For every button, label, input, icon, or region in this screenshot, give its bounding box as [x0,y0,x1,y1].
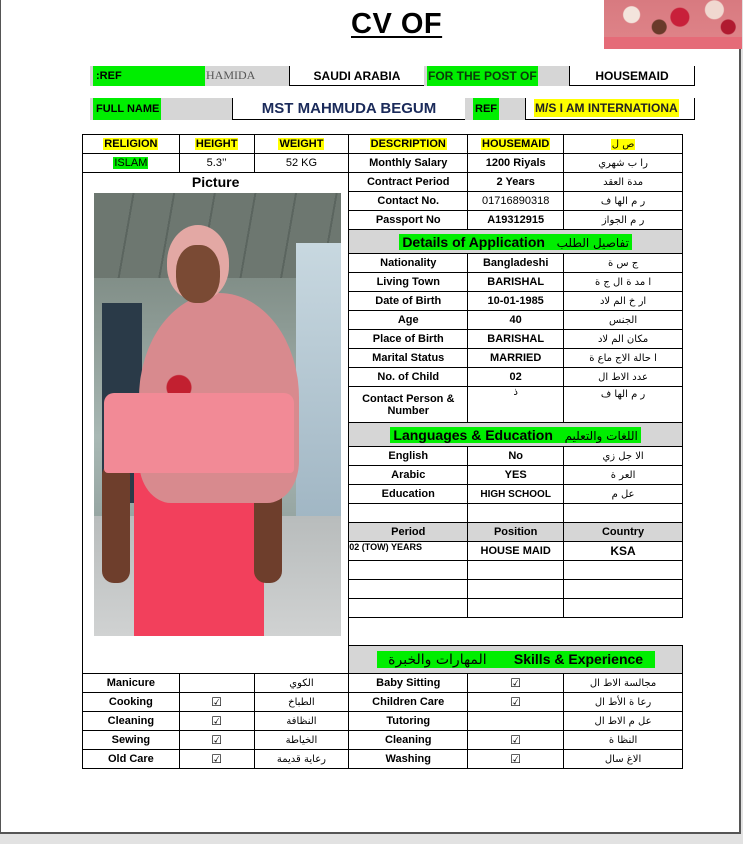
skill-arabic: رعا ة الأط ال [564,693,683,712]
fullname-cell [90,98,232,120]
skill-label: Sewing [83,731,180,750]
contract-label: Contract Period [349,173,468,192]
dob-arabic: ار خ الم لاد [564,292,683,311]
arabic-arabic: العر ة [564,466,683,485]
contract-value: 2 Years [468,173,564,192]
english-value: No [468,447,564,466]
position-header: Position [468,523,564,542]
experience-period [349,561,468,580]
skill-checkbox[interactable]: ☑ [468,674,564,693]
language-empty-value [468,504,564,523]
salary-label: Monthly Salary [349,154,468,173]
skill-checkbox[interactable]: ☑ [468,731,564,750]
skill-label: Washing [349,750,468,769]
height-value: 5.3’’ [179,154,254,173]
post-label: FOR THE POST OF [427,66,538,86]
education-label: Education [349,485,468,504]
experience-period [349,580,468,599]
arabic-header: ص ل [564,135,683,154]
children-arabic: عدد الاط ال [564,368,683,387]
language-empty-label [349,504,468,523]
skill-checkbox[interactable]: ☑ [179,693,254,712]
skill-checkbox[interactable] [468,712,564,731]
birthplace-value: BARISHAL [468,330,564,349]
marital-label: Marital Status [349,349,468,368]
country-header: Country [564,523,683,542]
living-town-arabic: ا مد ة ال ج ة [564,273,683,292]
agency-label: REF [473,98,499,120]
country-value: SAUDI ARABIA [289,66,424,86]
experience-position [468,599,564,618]
english-arabic: الا جل زي [564,447,683,466]
religion-header: RELIGION [83,135,180,154]
skill-arabic: مجالسة الاط ال [564,674,683,693]
height-header: HEIGHT [179,135,254,154]
contact-person-value: ذ [468,387,564,423]
skill-label: Old Care [83,750,180,769]
birthplace-label: Place of Birth [349,330,468,349]
skill-checkbox[interactable]: ☑ [468,750,564,769]
nationality-value: Bangladeshi [468,254,564,273]
ref-cell [90,66,289,86]
religion-value: ISLAM [83,154,180,173]
application-section-header [349,230,683,254]
contact-label: Contact No. [349,192,468,211]
skills-title-highlight: المهارات والخبرة Skills & Experience [377,651,655,668]
skill-label: Cooking [83,693,180,712]
agency-value: M/S I AM INTERNATIONA [535,101,678,115]
header-row-ref [90,66,695,86]
age-value: 40 [468,311,564,330]
education-arabic: عل م [564,485,683,504]
age-label: Age [349,311,468,330]
living-town-label: Living Town [349,273,468,292]
languages-title-highlight: Languages & Education اللغات والتعليم [390,427,640,443]
skill-arabic: الخياطة [254,731,349,750]
skills-section-header [349,646,683,674]
picture-label: Picture [191,174,240,190]
skill-label: Cleaning [349,731,468,750]
passport-arabic: ر م الجواز [564,211,683,230]
experience-position: HOUSE MAID [468,542,564,561]
birthplace-arabic: مكان الم لاد [564,330,683,349]
fullname-value: MST MAHMUDA BEGUM [232,98,465,120]
weight-value: 52 KG [254,154,349,173]
dob-label: Date of Birth [349,292,468,311]
contact-arabic: ر م الها ف [564,192,683,211]
dob-value: 10-01-1985 [468,292,564,311]
skill-checkbox[interactable]: ☑ [179,750,254,769]
skill-label: Tutoring [349,712,468,731]
skill-arabic: عل م الاط ال [564,712,683,731]
skill-label: Children Care [349,693,468,712]
skill-arabic: الاغ سال [564,750,683,769]
experience-country [564,561,683,580]
agency-cell [465,98,525,120]
contract-arabic: مدة العقد [564,173,683,192]
skill-arabic: النظافة [254,712,349,731]
skill-checkbox[interactable]: ☑ [468,693,564,712]
post-cell [424,66,569,86]
skill-arabic: الكوي [254,674,349,693]
age-arabic: الجنس [564,311,683,330]
children-value: 02 [468,368,564,387]
experience-period: 02 (TOW) YEARS [349,542,468,561]
skill-checkbox[interactable]: ☑ [179,712,254,731]
nationality-label: Nationality [349,254,468,273]
skill-arabic: النظا ة [564,731,683,750]
contact-person-arabic: ر م الها ف [564,387,683,423]
period-header: Period [349,523,468,542]
passport-label: Passport No [349,211,468,230]
skill-arabic: رعاية قديمة [254,750,349,769]
fullname-label: FULL NAME [93,98,161,120]
language-empty-arabic [564,504,683,523]
skill-label: Manicure [83,674,180,693]
weight-header: WEIGHT [254,135,349,154]
header-row-name [90,98,695,120]
living-town-value: BARISHAL [468,273,564,292]
description-header: DESCRIPTION [349,135,468,154]
arabic-label: Arabic [349,466,468,485]
candidate-photo [94,193,341,636]
experience-country: KSA [564,542,683,561]
agency-value-cell [525,98,695,120]
ref-label: :REF [93,66,205,86]
post-value: HOUSEMAID [569,66,695,86]
skill-arabic: الطباخ [254,693,349,712]
experience-country [564,580,683,599]
contact-value: 01716890318 [468,192,564,211]
document-title: CV OF [351,8,443,40]
education-value: HIGH SCHOOL [468,485,564,504]
experience-period [349,599,468,618]
salary-value: 1200 Riyals [468,154,564,173]
skill-checkbox[interactable]: ☑ [179,731,254,750]
skill-checkbox[interactable] [179,674,254,693]
arabic-value: YES [468,466,564,485]
salary-arabic: را ب شهري [564,154,683,173]
languages-section-header [349,423,683,447]
experience-position [468,580,564,599]
skill-label: Cleaning [83,712,180,731]
experience-country [564,599,683,618]
nationality-arabic: ج س ة [564,254,683,273]
contact-person-label: Contact Person & Number [349,387,468,423]
housemaid-header: HOUSEMAID [468,135,564,154]
english-label: English [349,447,468,466]
experience-position [468,561,564,580]
application-title-highlight: Details of Application تفاصيل الطلب [399,234,632,250]
passport-value: A19312915 [468,211,564,230]
top-photo-crop [604,0,742,49]
skill-label: Baby Sitting [349,674,468,693]
ref-value: HAMIDA [206,68,256,82]
children-label: No. of Child [349,368,468,387]
marital-arabic: ا حالة الاج ماع ة [564,349,683,368]
marital-value: MARRIED [468,349,564,368]
